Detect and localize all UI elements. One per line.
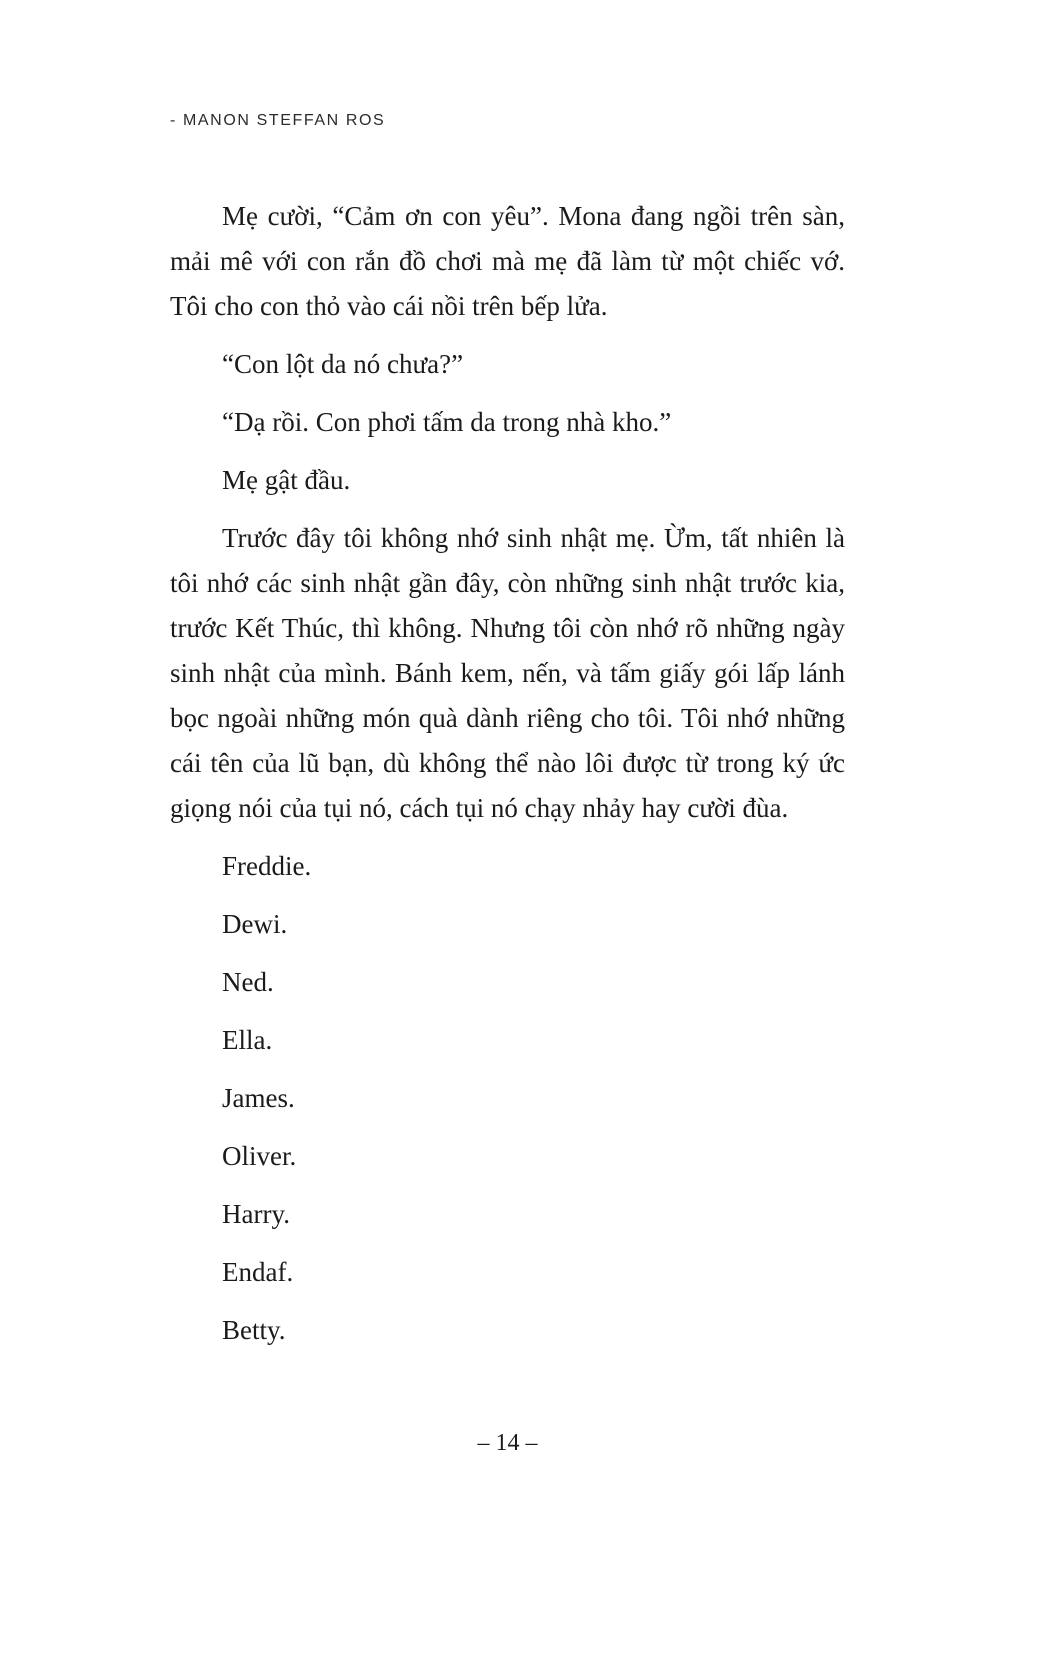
body-paragraph-4: Mẹ gật đầu.: [222, 465, 351, 495]
name-line-ned: Ned.: [222, 967, 274, 997]
body-paragraph-2: “Con lột da nó chưa?”: [222, 349, 464, 379]
name-line-freddie: Freddie.: [222, 851, 312, 881]
name-line-ella: Ella.: [222, 1025, 273, 1055]
body-paragraph-1: Mẹ cười, “Cảm ơn con yêu”. Mona đang ngồi trên sàn, mải mê với con rắn đồ chơi mà mẹ đã làm từ một chiếc vớ. Tôi cho con thỏ vào cái nồi trên bếp lửa.: [170, 201, 845, 321]
page-body-text: [170, 194, 845, 1353]
author-running-header: - MANON STEFFAN ROS: [170, 112, 386, 129]
name-line-harry: Harry.: [222, 1199, 290, 1229]
name-line-oliver: Oliver.: [222, 1141, 297, 1171]
name-line-james: James.: [222, 1083, 295, 1113]
name-line-betty: Betty.: [222, 1315, 286, 1345]
page-number: – 14 –: [477, 1430, 538, 1456]
body-paragraph-3: “Dạ rồi. Con phơi tấm da trong nhà kho.”: [222, 407, 672, 437]
name-line-endaf: Endaf.: [222, 1257, 294, 1287]
body-paragraph-5: Trước đây tôi không nhớ sinh nhật mẹ. Ừm, tất nhiên là tôi nhớ các sinh nhật gần đây, còn những sinh nhật trước kia, trước Kết Thúc, thì không. Nhưng tôi còn nhớ rõ những ngày sinh nhật của mình. Bánh kem, nến, và tấm giấy gói lấp lánh bọc ngoài những món quà dành riêng cho tôi. Tôi nhớ những cái tên của lũ bạn, dù không thể nào lôi được từ trong ký ức giọng nói của tụi nó, cách tụi nó chạy nhảy hay cười đùa.: [170, 523, 845, 823]
name-line-dewi: Dewi.: [222, 909, 288, 939]
